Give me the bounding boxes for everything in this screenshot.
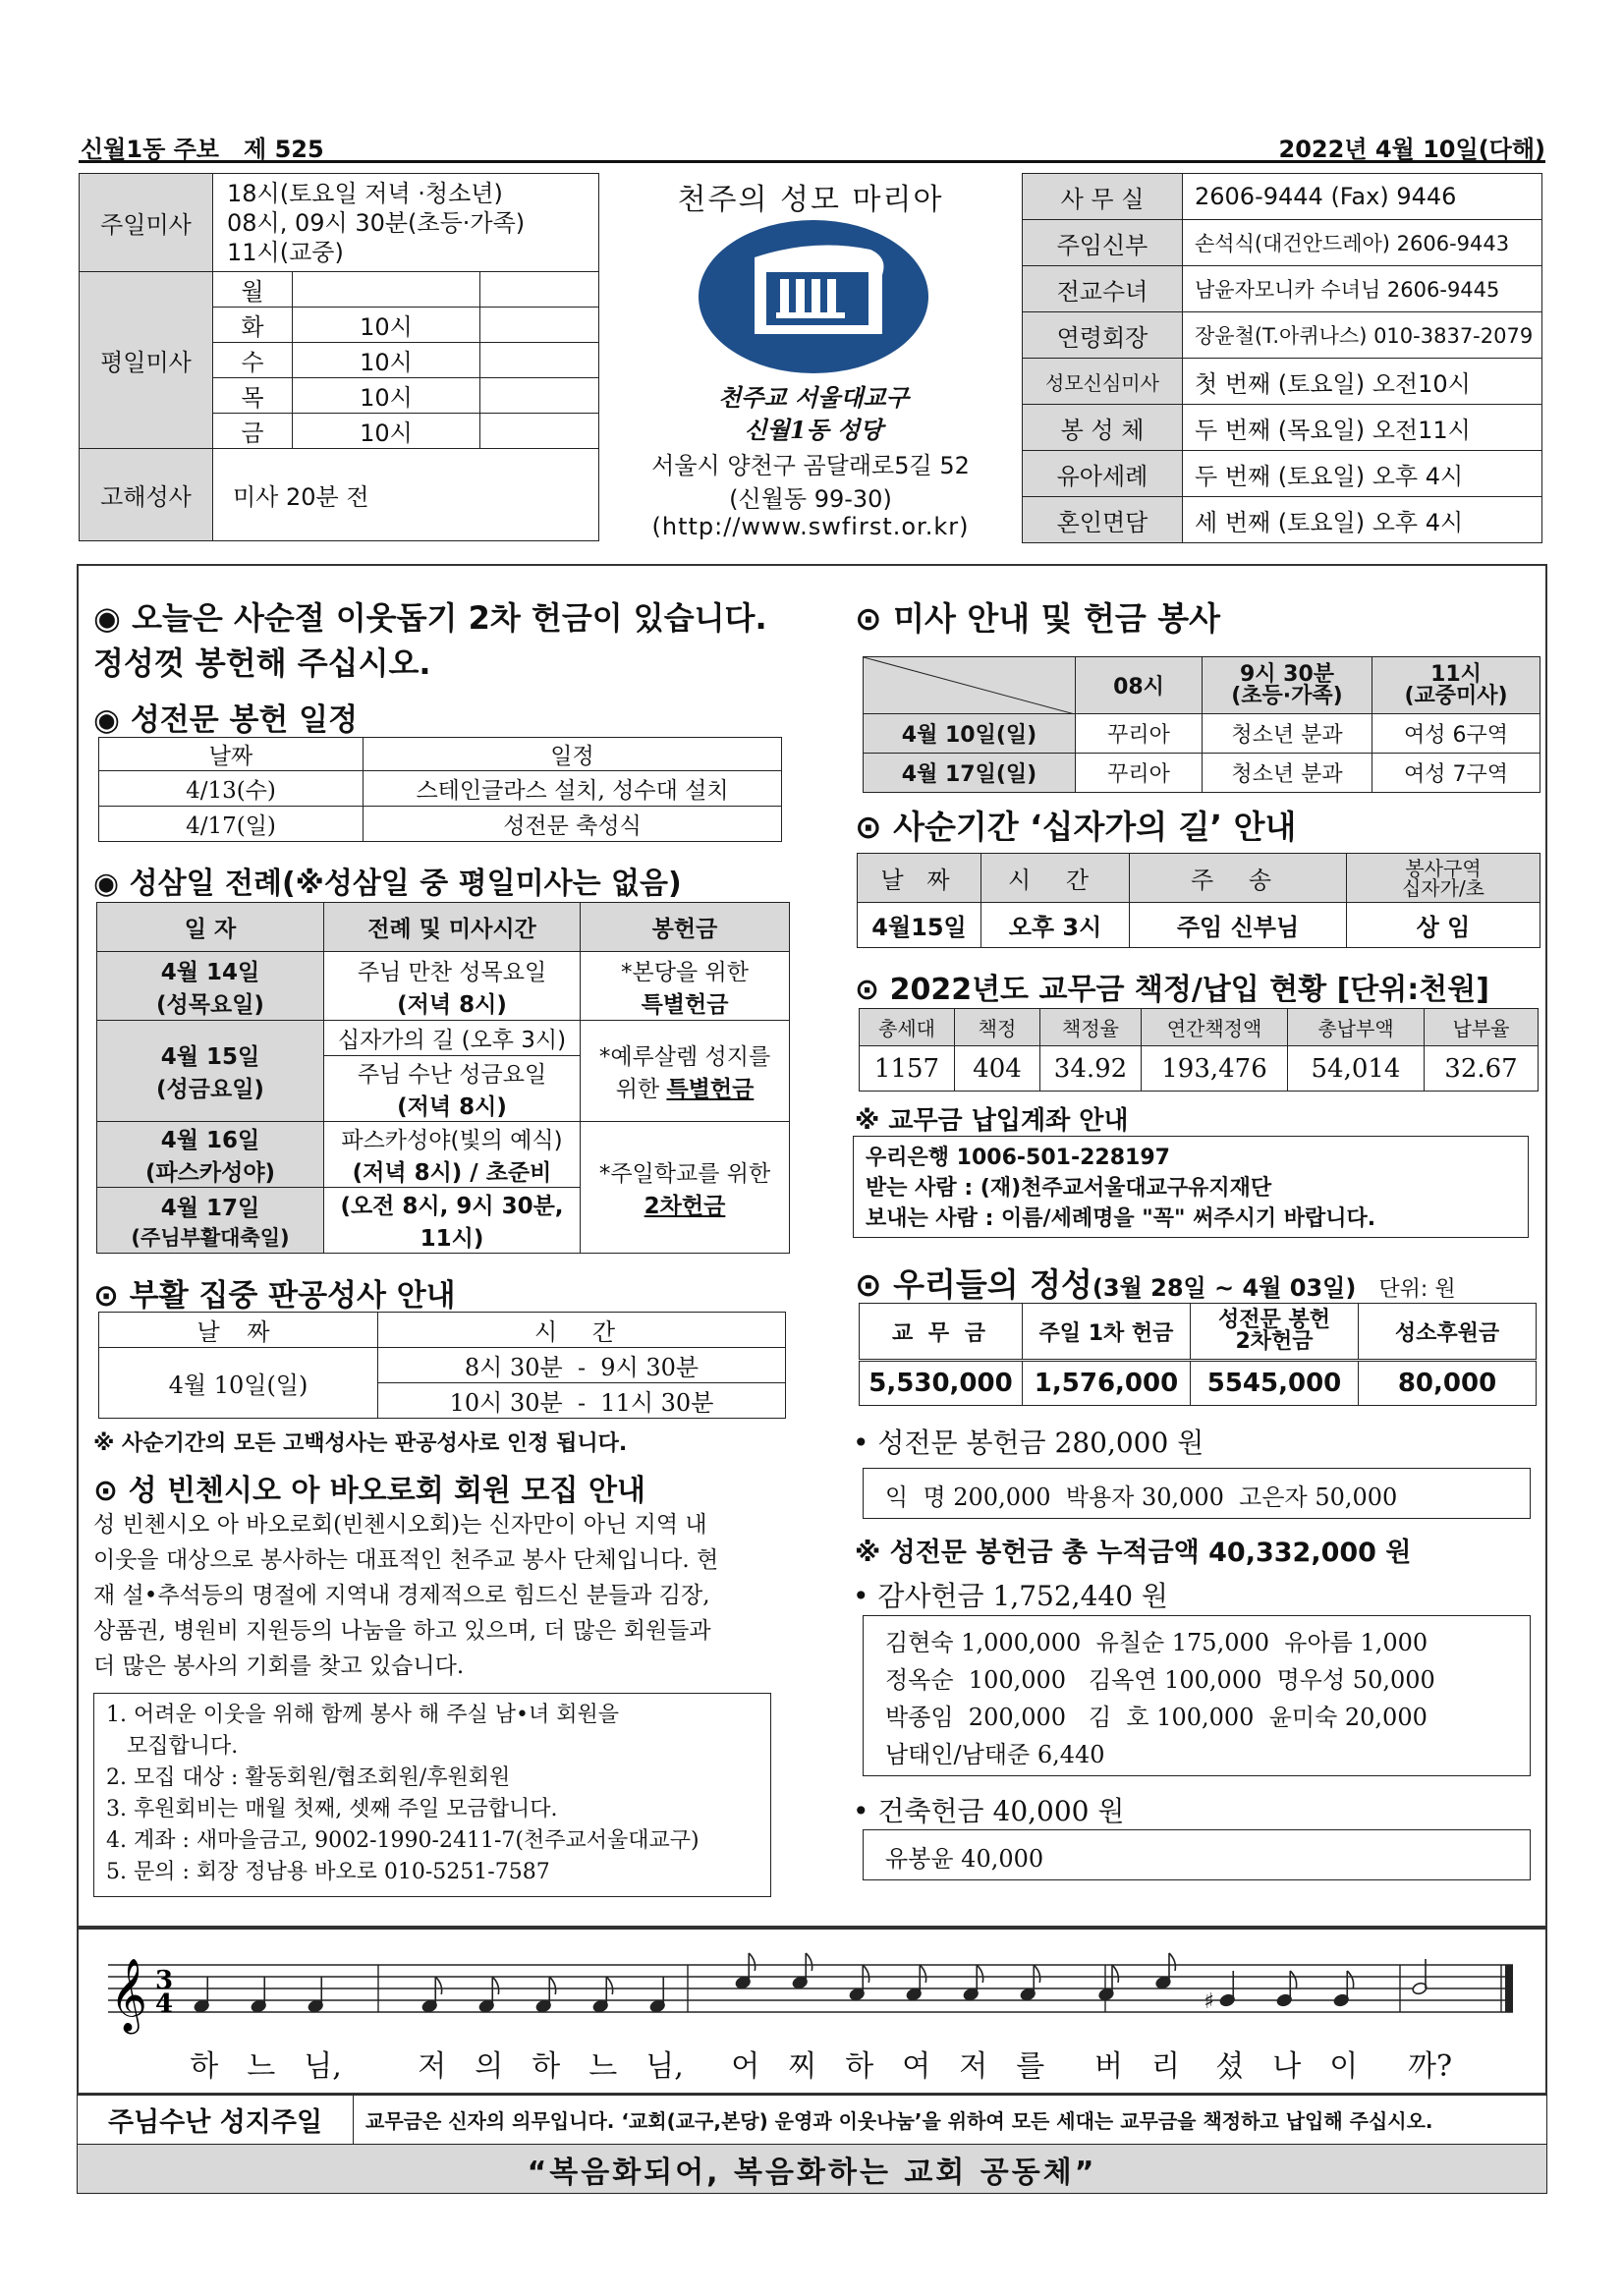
service-date: 4월 10일(일) xyxy=(864,714,1076,754)
note-flag xyxy=(806,1953,812,1971)
table-cell: 5545,000 xyxy=(1191,1361,1359,1406)
contact-value: 장윤철(T.아퀴나스) 010-3837-2079 xyxy=(1183,312,1542,359)
col-header: 주일 1차 헌금 xyxy=(1023,1304,1191,1361)
sharp-icon: ♯ xyxy=(1204,1989,1214,2014)
contact-value: 손석식(대건안드레아) 2606-9443 xyxy=(1183,220,1542,266)
weekday-day: 수 xyxy=(213,343,293,378)
lyric-syllable: 저 xyxy=(418,2049,447,2084)
church-url[interactable]: (http://www.swfirst.or.kr) xyxy=(651,513,970,540)
footer-table xyxy=(77,2095,1547,2194)
lyric-syllable: 어 xyxy=(731,2049,760,2084)
cross-table xyxy=(857,853,1540,948)
lyric-syllable: 셨 xyxy=(1215,2049,1245,2084)
lyric-syllable: 느 xyxy=(247,2049,276,2084)
lyric-syllable: 버 xyxy=(1094,2049,1123,2084)
notice-line-2: 정성껏 봉헌해 주십시오. xyxy=(93,644,431,682)
triduum-title: ◉ 성삼일 전례(※성삼일 중 평일미사는 없음) xyxy=(93,867,682,901)
table-cell: 54,014 xyxy=(1288,1046,1425,1092)
triduum-offering: *주일학교를 위한 2차헌금 xyxy=(581,1122,790,1254)
service-title: ⊙ 미사 안내 및 헌금 봉사 xyxy=(855,599,1220,638)
table-cell: 4월15일 xyxy=(858,903,981,948)
col-header: 성소후원금 xyxy=(1359,1304,1537,1361)
triduum-date: 4월 16일 (파스카성야) xyxy=(97,1122,324,1188)
table-cell: 193,476 xyxy=(1142,1046,1288,1092)
logo-caption-1: 천주교 서울대교구 xyxy=(718,383,909,412)
cross-title: ⊙ 사순기간 ‘십자가의 길’ 안내 xyxy=(855,808,1297,846)
note-flag xyxy=(749,1953,755,1971)
table-cell: 32.67 xyxy=(1425,1046,1539,1092)
note-flag xyxy=(1347,1971,1353,1988)
weekday-extra xyxy=(480,343,599,378)
confession-table xyxy=(98,1312,786,1419)
note-flag xyxy=(1290,1971,1296,1988)
offering-unit: 단위: 원 xyxy=(1378,1277,1456,1302)
col-header: 납부율 xyxy=(1425,1009,1539,1046)
col-header: 총납부액 xyxy=(1288,1009,1425,1046)
contact-value: 두 번째 (토요일) 오후 4시 xyxy=(1183,451,1542,497)
service-table xyxy=(863,656,1540,793)
weekday-time: 10시 xyxy=(293,343,480,378)
weekday-time xyxy=(293,272,480,308)
note-flag xyxy=(1169,1953,1175,1971)
table-cell: 여성 6구역 xyxy=(1372,714,1540,754)
triduum-liturgy: 십자가의 길 (오후 3시) xyxy=(324,1021,581,1056)
col-header: 총세대 xyxy=(860,1009,955,1046)
contact-label: 봉 성 체 xyxy=(1023,405,1183,451)
lyric-syllable: 리 xyxy=(1151,2049,1180,2084)
weekday-extra xyxy=(480,272,599,308)
weekday-time: 10시 xyxy=(293,378,480,414)
weekday-extra xyxy=(480,308,599,343)
weekday-day: 금 xyxy=(213,414,293,449)
gate-schedule-table xyxy=(98,737,782,842)
confession-value: 미사 20분 전 xyxy=(213,449,599,541)
church-address-old: (신월동 99-30) xyxy=(729,485,892,513)
church-logo xyxy=(696,218,931,375)
contacts-table xyxy=(1022,173,1542,543)
note-flag xyxy=(1112,1965,1118,1983)
table-cell: 1,576,000 xyxy=(1023,1361,1191,1406)
footer-notice: 교무금은 신자의 의무입니다. ‘교회(교구,본당) 운영과 이웃나눔’을 위하여 모든 세대는 교무금을 책정하고 납입해 주십시오. xyxy=(354,2096,1547,2145)
thanks-title: • 감사헌금 1,752,440 원 xyxy=(853,1580,1168,1612)
col-header: 시 간 xyxy=(378,1313,786,1348)
sunday-name: 주님수난 성지주일 xyxy=(78,2096,354,2145)
weekday-day: 화 xyxy=(213,308,293,343)
table-cell: 스테인글라스 설치, 성수대 설치 xyxy=(364,771,782,807)
contact-label: 혼인면담 xyxy=(1023,497,1183,543)
triduum-offering: *본당을 위한 특별헌금 xyxy=(581,952,790,1021)
gate-offering-box: 익 명 200,000 박용자 30,000 고은자 50,000 xyxy=(863,1468,1531,1519)
confession-label: 고해성사 xyxy=(80,449,213,541)
table-cell: 청소년 분과 xyxy=(1203,754,1372,793)
table-cell: 여성 7구역 xyxy=(1372,754,1540,793)
table-cell: 꾸리아 xyxy=(1076,754,1203,793)
note-flag xyxy=(435,1977,441,1994)
contact-label: 연령회장 xyxy=(1023,312,1183,359)
thanks-box: 김현숙 1,000,000 유칠순 175,000 유아름 1,000 정옥순 100,000 김옥연 100,000 명우성 50,000 박종임 200,000 김 호 100,000 윤미숙 20,000 남태인/남태준 6,440 xyxy=(863,1615,1531,1776)
contact-label: 주임신부 xyxy=(1023,220,1183,266)
table-cell: 오후 3시 xyxy=(981,903,1130,948)
bulletin-date: 2022년 4월 10일(다해) xyxy=(1278,136,1545,163)
col-header: 08시 xyxy=(1076,657,1203,714)
note-flag xyxy=(1034,1965,1039,1983)
contact-value: 2606-9444 (Fax) 9446 xyxy=(1183,174,1542,220)
col-header: 11시 (교중미사) xyxy=(1372,657,1540,714)
col-header: 일 자 xyxy=(97,903,324,952)
mass-schedule-table xyxy=(79,173,599,541)
triduum-liturgy: (오전 8시, 9시 30분, 11시) xyxy=(324,1188,581,1254)
gate-schedule-title: ◉ 성전문 봉헌 일정 xyxy=(93,702,359,738)
building-title: • 건축헌금 40,000 원 xyxy=(853,1795,1125,1827)
contact-label: 사 무 실 xyxy=(1023,174,1183,220)
logo-caption-2: 신월1동 성당 xyxy=(744,416,883,444)
contact-label: 전교수녀 xyxy=(1023,266,1183,312)
church-name: 천주의 성모 마리아 xyxy=(677,183,944,217)
sunday-mass-times: 18시(토요일 저녁 ·청소년) 08시, 09시 30분(초등·가족) 11시(교중) xyxy=(213,174,599,272)
weekday-time: 10시 xyxy=(293,414,480,449)
weekday-day: 월 xyxy=(213,272,293,308)
note-flag xyxy=(977,1965,982,1983)
contact-value: 첫 번째 (토요일) 오전10시 xyxy=(1183,359,1542,405)
triduum-date: 4월 17일 (주님부활대축일) xyxy=(97,1188,324,1254)
col-header: 날 짜 xyxy=(99,1313,378,1348)
building-box: 유봉윤 40,000 xyxy=(863,1829,1531,1880)
col-header: 날짜 xyxy=(99,738,364,771)
gate-total: ※ 성전문 봉헌금 총 누적금액 40,332,000 원 xyxy=(855,1538,1412,1568)
sunday-mass-label: 주일미사 xyxy=(80,174,213,272)
dues-title: ⊙ 2022년도 교무금 책정/납입 현황 [단위:천원] xyxy=(855,973,1489,1007)
weekday-time: 10시 xyxy=(293,308,480,343)
weekday-extra xyxy=(480,414,599,449)
table-cell: 청소년 분과 xyxy=(1203,714,1372,754)
motto: “복음화되어, 복음화하는 교회 공동체” xyxy=(78,2145,1547,2194)
note-flag xyxy=(920,1965,925,1983)
weekday-extra xyxy=(480,378,599,414)
lyric-syllable: 까? xyxy=(1408,2049,1453,2084)
confession-time: 8시 30분 - 9시 30분 xyxy=(378,1348,786,1383)
col-header: 책정 xyxy=(955,1009,1040,1046)
offering-period: (3월 28일 ~ 4월 03일) xyxy=(1092,1274,1357,1302)
gate-offering-title: • 성전문 봉헌금 280,000 원 xyxy=(853,1427,1204,1459)
table-cell: 4/13(수) xyxy=(99,771,364,807)
contact-label: 성모신심미사 xyxy=(1023,359,1183,405)
table-cell: 80,000 xyxy=(1359,1361,1537,1406)
lyric-syllable: 를 xyxy=(1016,2049,1045,2084)
col-header: 성전문 봉헌 2차헌금 xyxy=(1191,1304,1359,1361)
time-sig-bottom: 4 xyxy=(155,1989,174,2019)
table-cell: 주임 신부님 xyxy=(1130,903,1347,948)
table-cell: 상 임 xyxy=(1347,903,1540,948)
lyric-syllable: 여 xyxy=(902,2049,931,2084)
account-title: ※ 교무금 납입계좌 안내 xyxy=(855,1106,1129,1136)
table-cell: 성전문 축성식 xyxy=(364,807,782,842)
lyric-syllable: 찌 xyxy=(788,2049,817,2084)
triduum-liturgy: 주님 수난 성금요일 (저녁 8시) xyxy=(324,1056,581,1122)
weekday-day: 목 xyxy=(213,378,293,414)
lyric-syllable: 하 xyxy=(532,2049,561,2084)
note-flag xyxy=(863,1965,868,1983)
vincent-title: ⊙ 성 빈첸시오 아 바오로회 회원 모집 안내 xyxy=(93,1474,645,1508)
contact-label: 유아세례 xyxy=(1023,451,1183,497)
lyric-syllable: 하 xyxy=(190,2049,219,2084)
triduum-date: 4월 15일 (성금요일) xyxy=(97,1021,324,1122)
confession-title: ⊙ 부활 집중 판공성사 안내 xyxy=(93,1278,456,1314)
table-cell: 1157 xyxy=(860,1046,955,1092)
lyric-syllable: 님, xyxy=(645,2049,684,2084)
header-rule xyxy=(79,160,1545,163)
table-cell: 꾸리아 xyxy=(1076,714,1203,754)
offering-table xyxy=(859,1303,1537,1406)
triduum-date: 4월 14일 (성목요일) xyxy=(97,952,324,1021)
lyric-syllable: 님, xyxy=(304,2049,342,2084)
col-header: 책정율 xyxy=(1040,1009,1142,1046)
music-staff xyxy=(98,1943,1523,2042)
confession-date: 4월 10일(일) xyxy=(99,1348,378,1419)
col-header: 9시 30분 (초등·가족) xyxy=(1203,657,1372,714)
triduum-table xyxy=(96,902,790,1254)
contact-value: 남윤자모니카 수녀님 2606-9445 xyxy=(1183,266,1542,312)
note-flag xyxy=(606,1977,612,1994)
table-cell: 5,530,000 xyxy=(860,1361,1023,1406)
lyric-syllable: 느 xyxy=(588,2049,618,2084)
table-cell: 4/17(일) xyxy=(99,807,364,842)
col-header: 전례 및 미사시간 xyxy=(324,903,581,952)
time-sig-top: 3 xyxy=(155,1966,174,1995)
lyric-syllable: 나 xyxy=(1272,2049,1302,2084)
col-header: 주 송 xyxy=(1130,854,1347,903)
dues-table xyxy=(859,1008,1539,1092)
lyric-syllable: 저 xyxy=(959,2049,988,2084)
lyrics xyxy=(98,2042,1523,2084)
church-address: 서울시 양천구 곰달래로5길 52 xyxy=(651,452,970,479)
treble-clef-icon: 𝄞 xyxy=(110,1959,147,2032)
col-header: 시 간 xyxy=(981,854,1130,903)
table-cell: 404 xyxy=(955,1046,1040,1092)
col-header: 연간책정액 xyxy=(1142,1009,1288,1046)
col-header: 봉헌금 xyxy=(581,903,790,952)
lyric-syllable: 이 xyxy=(1329,2049,1359,2084)
col-header: 교 무 금 xyxy=(860,1304,1023,1361)
col-header: 일정 xyxy=(364,738,782,771)
col-header: 봉사구역 십자가/초 xyxy=(1347,854,1540,903)
note-flag xyxy=(492,1977,498,1994)
bulletin-issue: 신월1동 주보 제 525 xyxy=(81,136,324,163)
weekday-mass-label: 평일미사 xyxy=(80,272,213,449)
account-box: 우리은행 1006-501-228197 받는 사람 : (재)천주교서울대교구유지재단 보내는 사람 : 이름/세례명을 "꼭" 써주시기 바랍니다. xyxy=(853,1136,1529,1238)
service-corner xyxy=(864,657,1076,714)
lyric-syllable: 하 xyxy=(845,2049,874,2084)
triduum-offering: *예루살렘 성지를 위한 특별헌금 xyxy=(581,1021,790,1122)
triduum-liturgy: 주님 만찬 성목요일 (저녁 8시) xyxy=(324,952,581,1021)
service-date: 4월 17일(일) xyxy=(864,754,1076,793)
notice-line-1: ◉ 오늘은 사순절 이웃돕기 2차 헌금이 있습니다. xyxy=(93,599,767,637)
confession-time: 10시 30분 - 11시 30분 xyxy=(378,1383,786,1419)
col-header: 날 짜 xyxy=(858,854,981,903)
lyric-syllable: 의 xyxy=(475,2049,504,2084)
table-cell: 34.92 xyxy=(1040,1046,1142,1092)
triduum-liturgy: 파스카성야(빛의 예식) (저녁 8시) / 초준비 xyxy=(324,1122,581,1188)
confession-note: ※ 사순기간의 모든 고백성사는 판공성사로 인정 됩니다. xyxy=(93,1431,628,1456)
vincent-list: 1. 어려운 이웃을 위해 함께 봉사 해 주실 남•녀 회원을 모집합니다. 2. 모집 대상 : 활동회원/협조회원/후원회원 3. 후원회비는 매월 첫째, 셋째 주일 모금합니다. 4. 계좌 : 새마을금고, 9002-1990-2411-7(천주교서울대교구) 5. 문의 : 회장 정남용 바오로 010-5251-7587 xyxy=(93,1693,771,1897)
offering-title: ⊙ 우리들의 정성 xyxy=(855,1265,1092,1304)
note-flag xyxy=(549,1977,555,1994)
vincent-body: 성 빈첸시오 아 바오로회(빈첸시오회)는 신자만이 아닌 지역 내 이웃을 대상으로 봉사하는 대표적인 천주교 봉사 단체입니다. 현 재 설•추석등의 명절에 지역내 경제적으로 힘드신 분들과 김장, 상품권, 병원비 지원등의 나눔을 하고 있으며, 더 많은 회원들과 더 많은 봉사의 기회를 찾고 있습니다. xyxy=(93,1512,719,1679)
contact-value: 세 번째 (토요일) 오후 4시 xyxy=(1183,497,1542,543)
contact-value: 두 번째 (목요일) 오전11시 xyxy=(1183,405,1542,451)
offering-title-row xyxy=(855,1260,1456,1306)
